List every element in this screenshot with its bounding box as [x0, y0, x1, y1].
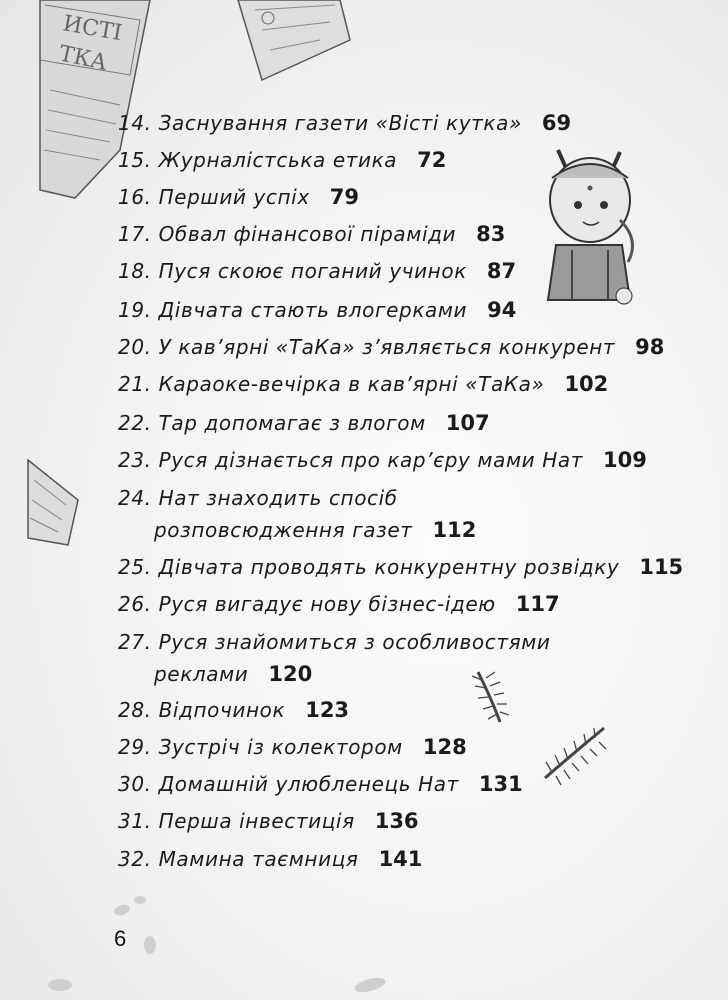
toc-entry-number: 18. [118, 259, 152, 283]
toc-entry-number: 20. [118, 335, 152, 359]
toc-entry-title: Обвал фінансової піраміди [158, 222, 457, 246]
toc-entry-number: 21. [118, 372, 152, 396]
toc-entry [118, 549, 683, 585]
toc-entry [118, 366, 608, 402]
toc-entry-page: 141 [378, 847, 423, 871]
toc-entry-title-line2: розповсюдження газет [154, 518, 413, 542]
toc-entry-page: 136 [374, 809, 419, 833]
toc-entry-number: 15. [118, 148, 152, 172]
toc-entry [118, 142, 446, 178]
toc-entry-title: Домашній улюбленець Нат [158, 772, 459, 796]
toc-entry-title: Руся знайомиться з особливостями [158, 630, 551, 654]
toc-entry-number: 29. [118, 735, 152, 759]
toc-entry-title: Мамина таємниця [158, 847, 359, 871]
toc-entry-page: 98 [635, 335, 665, 359]
toc-entry-number: 17. [118, 222, 152, 246]
toc-entry-page: 117 [515, 592, 560, 616]
toc-entry-number: 27. [118, 630, 152, 654]
toc-entry-page: 123 [305, 698, 350, 722]
toc-entry-page: 87 [486, 259, 517, 283]
toc-entry [118, 442, 647, 478]
toc-entry-title: Нат знаходить спосіб [158, 486, 398, 510]
toc-entry-page: 120 [268, 662, 313, 686]
toc-entry [118, 624, 551, 692]
toc-entry-number: 24. [118, 486, 152, 510]
toc-entry [118, 329, 664, 365]
toc-entry-number: 23. [118, 448, 152, 472]
toc-entry [118, 803, 419, 839]
toc-entry [118, 729, 467, 765]
svg-text:ТКА: ТКА [56, 41, 110, 76]
toc-entry-page: 131 [478, 772, 523, 796]
toc-entry-number: 19. [118, 298, 152, 322]
toc-entry-page: 72 [417, 148, 447, 172]
toc-entry-title: Відпочинок [158, 698, 286, 722]
toc-entry-title-line2: реклами [154, 662, 249, 686]
svg-text:ИСТІ: ИСТІ [60, 11, 124, 47]
toc-entry-title: Руся дізнається про кар’єру мами Нат [158, 448, 583, 472]
toc-entry-number: 30. [118, 772, 152, 796]
toc-entry-page: 102 [564, 372, 609, 396]
toc-entry-number: 28. [118, 698, 152, 722]
toc-entry [118, 405, 490, 441]
toc-entry-page: 128 [422, 735, 467, 759]
toc-entry-number: 26. [118, 592, 152, 616]
toc-entry [118, 292, 516, 328]
toc-entry [118, 766, 523, 802]
toc-entry-number: 22. [118, 411, 152, 435]
toc-entry [118, 216, 505, 252]
toc-entry [118, 692, 349, 728]
toc-entry-number: 25. [118, 555, 152, 579]
toc-entry-title: Руся вигадує нову бізнес-ідею [158, 592, 496, 616]
toc-entry-page: 112 [432, 518, 477, 542]
toc-entry-title: Заснування газети «Вісті кутка» [158, 111, 522, 135]
toc-entry-page: 83 [476, 222, 506, 246]
toc-entry-title: Дівчата проводять конкурентну розвідку [158, 555, 620, 579]
toc-entry-title: У кав’ярні «ТаКа» з’являється конкурент [158, 335, 616, 359]
page-number: 6 [114, 926, 127, 951]
toc-entry-title: Дівчата стають влогерками [158, 298, 468, 322]
toc-entry-title: Зустріч із колектором [158, 735, 403, 759]
toc-entry-number: 14. [118, 111, 152, 135]
toc-entry-page: 107 [445, 411, 490, 435]
toc-entry-number: 16. [118, 185, 152, 209]
toc-entry-title: Перший успіх [158, 185, 310, 209]
toc-entry-number: 32. [118, 847, 152, 871]
toc-entry-title: Журналістська етика [158, 148, 398, 172]
toc-entry [118, 179, 359, 215]
toc-entry [118, 480, 476, 548]
toc-entry-page: 69 [541, 111, 572, 135]
toc-entry [118, 253, 516, 289]
toc-entry [118, 586, 560, 622]
toc-entry-page: 79 [329, 185, 360, 209]
toc-entry [118, 841, 422, 877]
toc-entry-page: 115 [639, 555, 684, 579]
toc-entry-title: Пуся скоює поганий учинок [158, 259, 467, 283]
toc-entry-title: Перша інвестиція [158, 809, 355, 833]
toc-entry [118, 105, 571, 141]
toc-entry-page: 109 [602, 448, 647, 472]
toc-entry-title: Тар допомагає з влогом [158, 411, 426, 435]
toc-entry-page: 94 [487, 298, 517, 322]
toc-entry-number: 31. [118, 809, 152, 833]
toc-entry-title: Караоке-вечірка в кав’ярні «ТаКа» [158, 372, 545, 396]
